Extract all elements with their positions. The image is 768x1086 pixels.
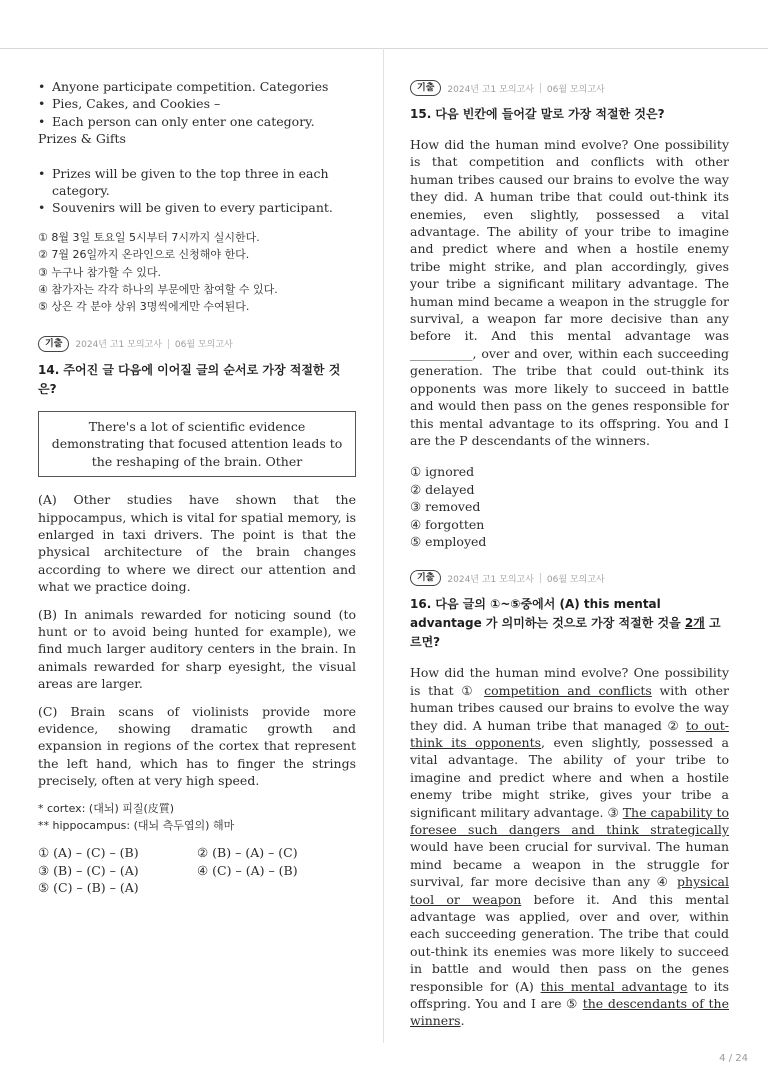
notice-bullets: [38, 78, 356, 148]
list-item: • Each person can only enter one category.: [38, 113, 315, 129]
exam-year: 2024년 고1 모의고사: [75, 340, 162, 351]
option[interactable]: ③ removed: [410, 499, 481, 515]
option[interactable]: ② delayed: [410, 481, 475, 497]
option[interactable]: ① (A) – (C) – (B): [38, 845, 139, 861]
past-exam-badge: 기출: [410, 570, 441, 586]
prizes-heading: Prizes & Gifts: [38, 131, 126, 147]
option[interactable]: ② (B) – (A) – (C): [197, 845, 298, 861]
title-text: 16. 다음 글의 ①~⑤중에서 (A) this mental advantage 가 의미하는 것으로 가장 적절한 것을: [410, 597, 685, 631]
tag-separator: [168, 339, 169, 349]
footnote: ** hippocampus: (대뇌 측두엽의) 해마: [38, 819, 235, 832]
exam-month: 06월 모의고사: [546, 574, 605, 585]
underlined-target-a: this mental advantage: [540, 978, 688, 994]
option[interactable]: ① 8월 3일 토요일 5시부터 7시까지 실시한다.: [38, 230, 260, 244]
bullet-text: Anyone participate competition. Categories: [52, 79, 329, 94]
q16-passage: [410, 664, 729, 1030]
left-column: [38, 78, 356, 897]
q15-source-tag: [410, 80, 729, 96]
underlined-choice-4: physical tool or weapon: [410, 874, 729, 907]
list-item: • Souvenirs will be given to every participant.: [38, 200, 333, 216]
list-item: • Pies, Cakes, and Cookies –: [38, 96, 221, 112]
bullet-text: Souvenirs will be given to every participant.: [52, 200, 333, 216]
option[interactable]: ③ 누구나 참가할 수 있다.: [38, 265, 161, 279]
option[interactable]: ⑤ employed: [410, 533, 487, 549]
past-exam-badge: 기출: [38, 336, 69, 352]
footnote: * cortex: (대뇌) 피질(皮質): [38, 801, 175, 815]
q15-options: [410, 463, 729, 550]
title-text: 고르면?: [410, 616, 721, 650]
q16-source-tag: [410, 570, 729, 586]
tag-separator: [540, 83, 541, 93]
q14-paragraph-b: (B) In animals rewarded for noticing sound (to hunt or to avoid being hunted for example), we find much larger auditory centers in the brain. In animals rewarded for sharp eyesight, the visual areas are larger.: [38, 606, 356, 692]
header-rule: [0, 48, 768, 49]
option[interactable]: ① ignored: [410, 464, 475, 480]
column-divider: [383, 48, 384, 1043]
underlined-choice-1: competition and conflicts: [484, 682, 652, 698]
option[interactable]: ④ (C) – (A) – (B): [197, 862, 298, 878]
list-item: • Anyone participate competition. Categories: [38, 79, 329, 94]
passage-text: would have been crucial for survival. The human mind became a weapon in the struggle for survival, far more decisive than any ④: [410, 839, 729, 890]
passage-text: How did the human mind evolve? One possibility is that competition and conflicts with other human tribes caused our brains to evolve the way they did. A human tribe that could out-think its enemies, even slightly, possessed a vital advantage. The ability of your tribe to imagine and predict where and when a hostile enemy tribe might strike, and plan accordingly, gives your tribe a significant military advantage. The human mind became a weapon in the struggle for survival, a weapon far more decisive than any before it. And this mental advantage was: [410, 137, 729, 344]
passage-text: to its offspring. You and I are ⑤: [410, 978, 730, 1012]
bullet-text: Each person can only enter one category.: [52, 113, 315, 129]
q15-passage: [410, 136, 729, 449]
exam-year: 2024년 고1 모의고사: [447, 84, 534, 95]
q14-footnotes: [38, 800, 356, 835]
option[interactable]: ④ forgotten: [410, 516, 485, 532]
prize-bullets: [38, 165, 356, 217]
page-number: 4 / 24: [719, 1053, 748, 1064]
underlined-choice-5: the descendants of the winners: [410, 996, 729, 1029]
q14-title: 14. 주어진 글 다음에 이어질 글의 순서로 가장 적절한 것은?: [38, 362, 341, 396]
passage-text: , even slightly, possessed a vital advantage. The ability of your tribe to imagine and predict where and when a hostile enemy tribe might strike, gives your tribe a significant military advantage. ③: [410, 734, 729, 820]
passage-text: , over and over, within each succeeding generation. The tribe that could out-think its opponents was more likely to succeed in battle and would then pass on the genes responsible for this mental advantage to its offspring. You and I are the P descendants of the winners.: [410, 345, 729, 448]
q14-paragraph-a: (A) Other studies have shown that the hippocampus, which is vital for spatial memory, is enlarged in taxi drivers. The point is that the physical architecture of the brain changes according to where we direct our attention and what we practice doing.: [38, 492, 356, 595]
passage-text: .: [460, 1013, 465, 1029]
underlined-choice-3: The capability to foresee such dangers and think strategically: [410, 804, 729, 837]
option[interactable]: ③ (B) – (C) – (A): [38, 862, 139, 878]
answer-blank: __________: [410, 345, 473, 361]
right-column: [410, 80, 729, 1030]
q16-title: [410, 595, 729, 652]
option[interactable]: ⑤ 상은 각 분야 상위 3명씩에게만 수여된다.: [38, 300, 250, 314]
bullet-text: Pies, Cakes, and Cookies –: [52, 96, 221, 112]
title-emphasis: 2개: [684, 616, 705, 631]
bullet-text: Prizes will be given to the top three in each category.: [52, 165, 329, 199]
passage-text: before it. And this mental advantage was applied, over and over, within each succeeding generation. The tribe that could out-think its enemies was more likely to succeed in battle and would then pass on the genes responsible for (A): [410, 891, 729, 994]
q14-paragraph-c: (C) Brain scans of violinists provide more evidence, showing dramatic growth and expansion in regions of the cortex that represent the left hand, which has to finger the strings precisely, often at very high speed.: [38, 703, 356, 789]
option[interactable]: ④ 참가자는 각각 하나의 부문에만 참여할 수 있다.: [38, 283, 278, 297]
q15-title: 15. 다음 빈칸에 들어갈 말로 가장 적절한 것은?: [410, 107, 665, 121]
passage-text: How did the human mind evolve? One possibility is that ①: [410, 665, 729, 698]
q14-options: [38, 844, 356, 896]
underlined-choice-2: to out-think its opponents: [410, 717, 729, 750]
q14-given-box: [38, 411, 356, 477]
tag-separator: [540, 573, 541, 583]
q13-options: [38, 229, 356, 316]
option[interactable]: ② 7월 26일까지 온라인으로 신청해야 한다.: [38, 248, 250, 262]
q14-source-tag: [38, 336, 356, 352]
past-exam-badge: 기출: [410, 80, 441, 96]
exam-year: 2024년 고1 모의고사: [447, 574, 534, 585]
exam-month: 06월 모의고사: [174, 340, 233, 351]
option[interactable]: ⑤ (C) – (B) – (A): [38, 880, 139, 896]
given-text: There's a lot of scientific evidence demonstrating that focused attention leads to the reshaping of the brain. Other: [51, 418, 343, 469]
exam-month: 06월 모의고사: [546, 84, 605, 95]
passage-text: with other human tribes caused our brains to evolve the way they did. A human tribe that managed ②: [410, 682, 729, 733]
list-item: • Prizes will be given to the top three in each category.: [38, 165, 356, 200]
